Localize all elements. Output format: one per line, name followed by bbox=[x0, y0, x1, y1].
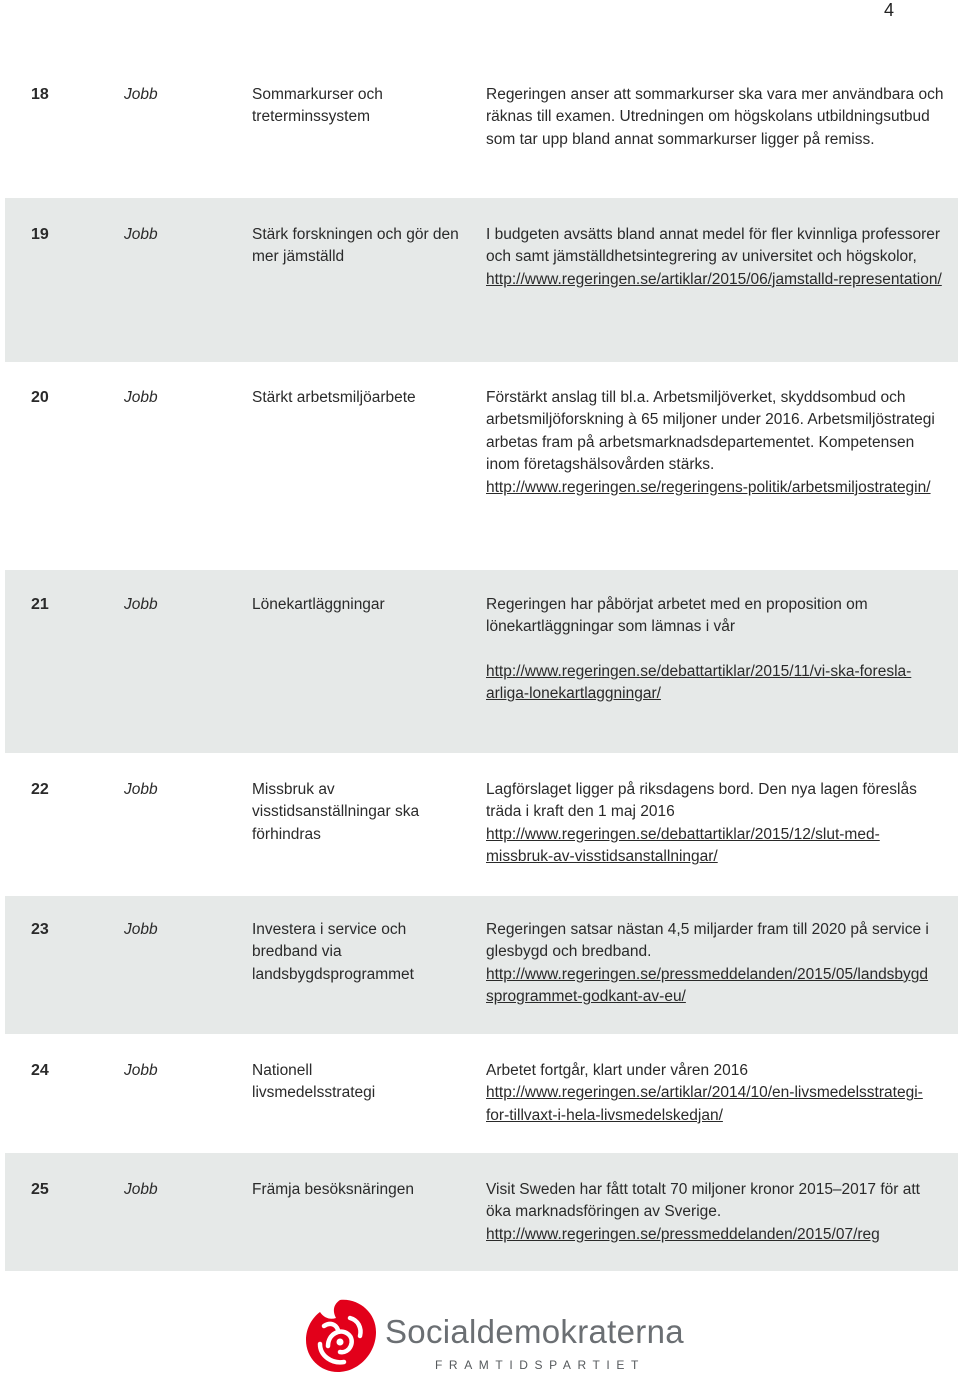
description-text: Förstärkt anslag till bl.a. Arbetsmiljöverket, skyddsombud och arbetsmiljöforskning à 65 miljoner under 2016. Arbetsmiljöstrategi arbetas fram på arbetsmarknadsdepartementet. Kompetensen inom företagshälsovården stärks. bbox=[486, 389, 935, 474]
rose-icon bbox=[300, 1296, 380, 1376]
source-link[interactable]: http://www.regeringen.se/artiklar/2014/10/en-livsmedelsstrategi-for-tillvaxt-i-hela-livsmedelskedjan/ bbox=[486, 1084, 923, 1124]
table-row bbox=[5, 570, 958, 753]
row-description bbox=[486, 224, 946, 291]
table-row bbox=[5, 70, 958, 190]
row-category: Jobb bbox=[124, 596, 158, 613]
row-number: 23 bbox=[31, 921, 49, 938]
table-row bbox=[5, 1045, 958, 1149]
source-link[interactable]: http://www.regeringen.se/pressmeddelanden/2015/05/landsbygdsprogrammet-godkant-av-eu/ bbox=[486, 965, 929, 1006]
row-description bbox=[486, 1179, 946, 1246]
description-text: Arbetet fortgår, klart under våren 2016 bbox=[486, 1062, 748, 1079]
row-category: Jobb bbox=[124, 226, 158, 243]
row-category: Jobb bbox=[124, 86, 158, 103]
row-title: Nationell livsmedelsstrategi bbox=[252, 1062, 376, 1102]
row-title: Stärk forskningen och gör den mer jämställd bbox=[252, 226, 459, 266]
row-category: Jobb bbox=[124, 781, 158, 798]
page-number: 4 bbox=[883, 0, 894, 20]
description-text: Regeringen har påbörjat arbetet med en proposition om lönekartläggningar som lämnas i vår bbox=[486, 596, 868, 636]
description-text: I budgeten avsätts bland annat medel för fler kvinnliga professorer och samt jämställdhetsintegrering av universitet och högskolor, bbox=[486, 226, 941, 266]
row-description bbox=[486, 594, 946, 706]
row-description bbox=[486, 387, 946, 499]
row-title: Investera i service och bredband via landsbygdsprogrammet bbox=[252, 921, 414, 983]
source-link[interactable]: http://www.regeringen.se/artiklar/2015/06/jamstalld-representation/ bbox=[486, 270, 942, 288]
description-text: Lagförslaget ligger på riksdagens bord. Den nya lagen föreslås träda i kraft den 1 maj 2016 bbox=[486, 781, 917, 821]
row-number: 21 bbox=[31, 596, 49, 613]
row-description bbox=[486, 779, 946, 869]
table-row bbox=[5, 896, 958, 1034]
row-title: Sommarkurser och treterminssystem bbox=[252, 86, 383, 126]
source-link[interactable]: http://www.regeringen.se/debattartiklar/2015/12/slut-med-missbruk-av-visstidsanstallningar/ bbox=[486, 825, 880, 866]
row-description bbox=[486, 84, 946, 151]
row-title: Stärkt arbetsmiljöarbete bbox=[252, 389, 416, 406]
row-category: Jobb bbox=[124, 1181, 158, 1198]
logo-wordmark: Socialdemokraterna bbox=[385, 1313, 684, 1350]
table-row bbox=[5, 372, 958, 562]
party-logo bbox=[300, 1296, 690, 1380]
description-text: Regeringen satsar nästan 4,5 miljarder fram till 2020 på service i glesbygd och bredband. bbox=[486, 921, 929, 961]
table-row bbox=[5, 198, 958, 362]
row-number: 19 bbox=[31, 226, 49, 243]
row-category: Jobb bbox=[124, 1062, 158, 1079]
row-category: Jobb bbox=[124, 389, 158, 406]
row-number: 22 bbox=[31, 781, 49, 798]
description-text: Regeringen anser att sommarkurser ska vara mer användbara och räknas till examen. Utredningen om högskolans utbildningsutbud som tar upp bland annat sommarkurser ligger på remiss. bbox=[486, 86, 944, 148]
row-description bbox=[486, 919, 934, 1009]
row-number: 25 bbox=[31, 1181, 49, 1198]
source-link[interactable]: http://www.regeringen.se/debattartiklar/2015/11/vi-ska-foresla-arliga-lonekartlaggningar/ bbox=[486, 662, 912, 703]
logo-tagline: FRAMTIDSPARTIET bbox=[435, 1358, 645, 1372]
row-category: Jobb bbox=[124, 921, 158, 938]
row-description bbox=[486, 1060, 946, 1127]
description-text: Visit Sweden har fått totalt 70 miljoner kronor 2015–2017 för att öka marknadsföringen av Sverige. bbox=[486, 1181, 920, 1221]
row-number: 18 bbox=[31, 86, 49, 103]
source-link[interactable]: http://www.regeringen.se/regeringens-politik/arbetsmiljostrategin/ bbox=[486, 478, 931, 496]
table-row bbox=[5, 1153, 958, 1271]
row-title: Främja besöksnäringen bbox=[252, 1181, 414, 1198]
source-link[interactable]: http://www.regeringen.se/pressmeddelanden/2015/07/reg bbox=[486, 1225, 880, 1243]
table-row bbox=[5, 763, 958, 893]
row-title: Lönekartläggningar bbox=[252, 596, 385, 613]
row-number: 20 bbox=[31, 389, 49, 406]
row-title: Missbruk av visstidsanställningar ska förhindras bbox=[252, 781, 420, 843]
row-number: 24 bbox=[31, 1062, 49, 1079]
